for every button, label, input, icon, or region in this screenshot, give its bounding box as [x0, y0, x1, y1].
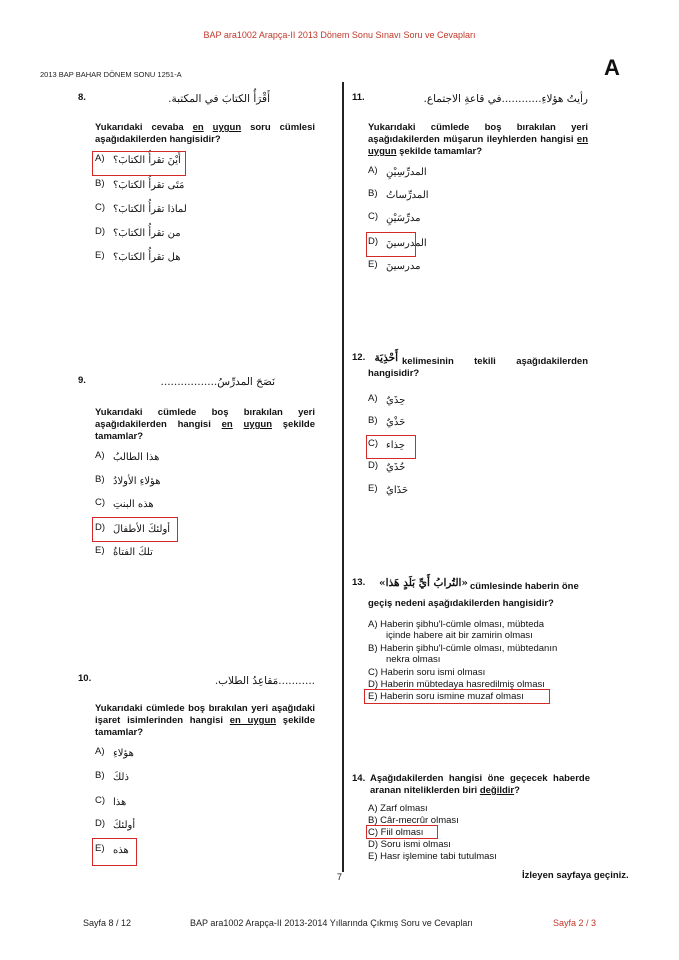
answer-highlight-box [366, 435, 416, 459]
footer-page-right: Sayfa 2 / 3 [553, 918, 597, 928]
question-13-number: 13. [352, 577, 366, 588]
question-11-option-c[interactable]: C) مدرِّسَيْنِ [368, 211, 421, 224]
question-11-number: 11. [352, 92, 365, 103]
question-12-option-d[interactable]: D) حُذَيٌ [368, 460, 406, 473]
question-8-option-c[interactable]: C) لماذا تقرأُ الكتابَ؟ [95, 202, 187, 215]
question-10-option-d[interactable]: D) أولئكَ [95, 818, 136, 831]
question-14-option-b[interactable]: B) Câr-mecrûr olması [368, 815, 459, 826]
question-13-option-b[interactable]: B) Haberin şibhu'l-cümle olması, mübtedanın nekra olması [368, 643, 558, 665]
question-11-option-a[interactable]: A) المدرِّسِيْنِ [368, 165, 427, 178]
question-8-stem: Yukarıdaki cevaba en uygun soru cümlesi aşağıdakilerden hangisidir? [95, 122, 315, 145]
question-10-number: 10. [78, 673, 92, 684]
question-14-option-d[interactable]: D) Soru ismi olması [368, 839, 451, 850]
answer-highlight-box [366, 232, 416, 257]
question-9-option-b[interactable]: B) هؤلاءِ الأولادُ [95, 474, 161, 487]
answer-highlight-box [92, 517, 178, 542]
question-12-option-e[interactable]: E) حَذَايٌ [368, 483, 409, 496]
question-10-stem: Yukarıdaki cümlede boş bırakılan yeri aşağıdaki işaret isimlerinden hangisi en uygun şekilde tamamlar? [95, 703, 316, 738]
footer-page-left: Sayfa 8 / 12 [83, 918, 132, 928]
question-10-option-c[interactable]: C) هذا [95, 795, 127, 808]
question-8-arabic: أَقْرَأُ الكتابَ في المكتبة. [168, 93, 270, 105]
question-12-option-a[interactable]: A) حِذَيٌ [368, 393, 406, 406]
question-11-option-b[interactable]: B) المدرِّساتُ [368, 188, 429, 201]
question-11-arabic: رأيتُ هؤلاءِ............في قاعةِ الاجتماع. [423, 93, 588, 105]
question-11-option-d[interactable]: D) المدرسينَ [368, 236, 427, 249]
answer-highlight-box [92, 838, 137, 866]
next-page-note: İzleyen sayfaya geçiniz. [522, 870, 629, 881]
question-10-arabic: ...........مَقاعِدُ الطلاب. [214, 675, 315, 687]
question-14-number: 14. [352, 773, 366, 784]
question-13-option-c[interactable]: C) Haberin soru ismi olması [368, 667, 486, 678]
question-12-stem: kelimesinin tekili aşağıdakilerden hangisidir? [368, 356, 588, 379]
footer-title: BAP ara1002 Arapça-II 2013-2014 Yıllarında Çıkmış Soru ve Cevapları [190, 918, 473, 928]
question-13-option-d[interactable]: D) Haberin mübtedaya hasredilmiş olması [368, 679, 545, 690]
question-9-stem: Yukarıdaki cümlede boş bırakılan yeri aşağıdakilerden hangisi en uygun şekilde tamamlar? [95, 407, 315, 442]
booklet-letter: A [604, 55, 620, 80]
question-8-option-d[interactable]: D) من تقرأُ الكتابَ؟ [95, 226, 181, 239]
question-14-option-e[interactable]: E) Hasr işlemine tabi tutulması [368, 851, 497, 862]
question-13-stem-line1: cümlesinde haberin öne [470, 581, 579, 592]
question-13-stem-line2: geçiş nedeni aşağıdakilerden hangisidir? [368, 598, 554, 609]
question-9-option-a[interactable]: A) هذا الطالبُ [95, 450, 160, 463]
question-12-arabic-word: أَحْذِيَة [374, 352, 398, 364]
page-number: 7 [337, 872, 343, 882]
exam-code: 2013 BAP BAHAR DÖNEM SONU 1251-A [40, 70, 182, 79]
answer-highlight-box [92, 151, 186, 176]
question-14-stem: Aşağıdakilerden hangisi öne geçecek haberde aranan niteliklerden biri değildir? [370, 773, 590, 796]
question-10-option-a[interactable]: A) هؤلاءِ [95, 746, 134, 759]
question-12-option-c[interactable]: C) حِذاء [368, 438, 405, 451]
question-14-option-c[interactable]: C) Fiil olması [368, 827, 424, 838]
question-9-arabic: نَصَحَ المدرِّسُ................. [160, 376, 275, 388]
question-9-option-c[interactable]: C) هذه البنتِ [95, 497, 154, 510]
question-12-number: 12. [352, 352, 366, 363]
question-8-number: 8. [78, 92, 86, 103]
question-10-option-e[interactable]: E) هذه [95, 843, 129, 856]
question-10-option-b[interactable]: B) ذلكَ [95, 770, 129, 783]
question-13-option-e[interactable]: E) Haberin soru ismine muzaf olması [368, 691, 524, 702]
question-13-option-a[interactable]: A) Haberin şibhu'l-cümle olması, mübteda içinde habere ait bir zamirin olması [368, 619, 545, 641]
question-9-option-e[interactable]: E) تلكَ الفتاةُ [95, 545, 153, 558]
question-9-number: 9. [78, 375, 86, 386]
question-9-option-d[interactable]: D) أولئكَ الأطفالَ [95, 522, 171, 535]
question-12-option-b[interactable]: B) حَذْيٌ [368, 415, 406, 428]
document-header-title: BAP ara1002 Arapça-II 2013 Dönem Sonu Sınavı Soru ve Cevapları [203, 30, 476, 40]
question-8-option-a[interactable]: A) أَيْنَ تقرأُ الكتابَ؟ [95, 153, 181, 166]
question-14-option-a[interactable]: A) Zarf olması [368, 803, 428, 814]
answer-highlight-box [366, 825, 438, 839]
question-11-stem: Yukarıdaki cümlede boş bırakılan yeri aşağıdakilerden müşarun ileyhlerden hangisi en uygun şekilde tamamlar? [368, 122, 588, 157]
question-13-arabic-quote: «التُرابُ أَيِّ بَلَدٍ هَذا» [379, 577, 468, 589]
question-8-option-e[interactable]: E) هل تقرأُ الكتابَ؟ [95, 250, 181, 263]
column-divider [342, 82, 344, 872]
question-11-option-e[interactable]: E) مدرسينَ [368, 259, 421, 272]
question-8-option-b[interactable]: B) مَتَى تقرأُ الكتابَ؟ [95, 178, 185, 191]
answer-highlight-box [364, 689, 550, 704]
